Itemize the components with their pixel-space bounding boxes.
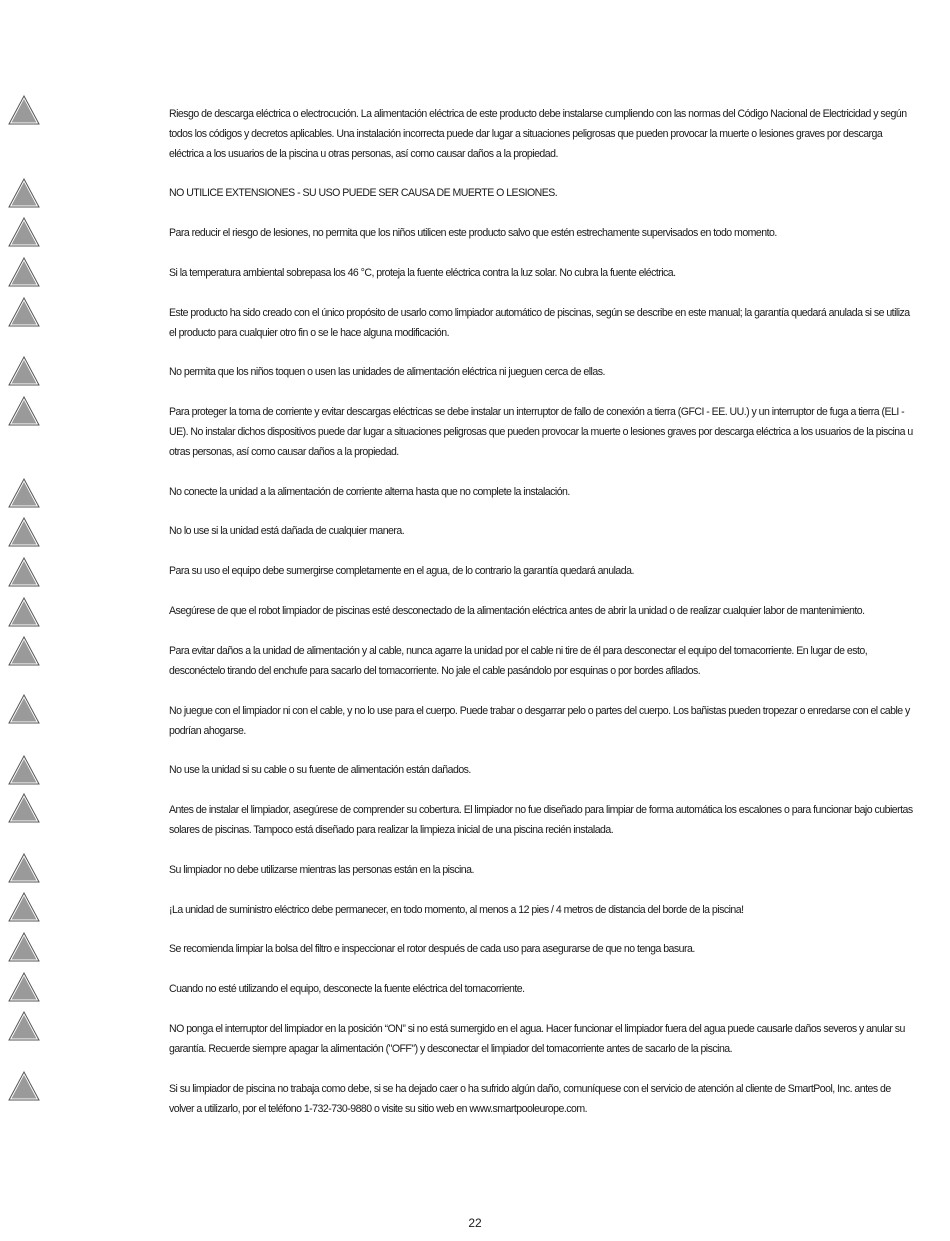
warning-triangle-icon	[8, 178, 40, 208]
warning-triangle-icon	[8, 297, 40, 327]
warning-text: No permita que los niños toquen o usen las unidades de alimentación eléctrica ni jueguen cerca de ellas.	[169, 366, 605, 378]
warning-text: Para su uso el equipo debe sumergirse completamente en el agua, de lo contrario la garantía quedará anulada.	[169, 565, 634, 577]
warning-triangle-icon	[8, 257, 40, 287]
warning-triangle-icon	[8, 517, 40, 547]
warning-text: Si la temperatura ambiental sobrepasa los 46 °C, proteja la fuente eléctrica contra la luz solar. No cubra la fuente eléctrica.	[169, 267, 676, 279]
warning-text: Si su limpiador de piscina no trabaja como debe, si se ha dejado caer o ha sufrido algún daño, comuníquese con el servicio de atención al cliente de SmartPool, Inc. antes de volver a utilizarlo, por el teléfono 1-732-730-9880 o visite su sitio web en www.smartpooleurope.com.	[169, 1083, 891, 1115]
warning-triangle-icon	[8, 1071, 40, 1101]
warning-text: Para evitar daños a la unidad de alimentación y al cable, nunca agarre la unidad por el cable ni tire de él para desconectar el equipo del tomacorriente. En lugar de esto, desconéctelo tirando del enchufe para sacarlo del tomacorriente. No jale el cable pasándolo por esquinas o por bordes afilados.	[169, 645, 868, 677]
warning-text: Asegúrese de que el robot limpiador de piscinas esté desconectado de la alimentación eléctrica antes de abrir la unidad o de realizar cualquier labor de mantenimiento.	[169, 605, 865, 617]
warning-text: Este producto ha sido creado con el único propósito de usarlo como limpiador automático de piscinas, según se describe en este manual; la garantía quedará anulada si se utiliza el producto para cualquier otro fin o se le hace alguna modificación.	[169, 307, 910, 339]
warning-triangle-icon	[8, 932, 40, 962]
warning-triangle-icon	[8, 95, 40, 125]
warning-triangle-icon	[8, 694, 40, 724]
page-number: 22	[468, 1216, 482, 1230]
warning-text: Antes de instalar el limpiador, asegúrese de comprender su cobertura. El limpiador no fue diseñado para limpiar de forma automática los escalones o para funcionar bajo cubiertas solares de piscinas. Tampoco está diseñado para realizar la limpieza inicial de una piscina recién instalada.	[169, 804, 913, 836]
warning-text: ¡La unidad de suministro eléctrico debe permanecer, en todo momento, al menos a 12 pies / 4 metros de distancia del borde de la piscina!	[169, 904, 744, 916]
warning-triangle-icon	[8, 557, 40, 587]
warning-text: Riesgo de descarga eléctrica o electrocución. La alimentación eléctrica de este producto debe instalarse cumpliendo con las normas del Código Nacional de Electricidad y según todos los códigos y decretos aplicables. Una instalación incorrecta puede dar lugar a situaciones peligrosas que pueden provocar la muerte o lesiones graves por descarga eléctrica a los usuarios de la piscina u otras personas, así como causar daños a la propiedad.	[169, 108, 907, 160]
warning-text: Se recomienda limpiar la bolsa del filtro e inspeccionar el rotor después de cada uso para asegurarse de que no tenga basura.	[169, 943, 695, 955]
warning-text: Cuando no esté utilizando el equipo, desconecte la fuente eléctrica del tomacorriente.	[169, 983, 525, 995]
warning-text: No lo use si la unidad está dañada de cualquier manera.	[169, 525, 405, 537]
warning-text: Para proteger la toma de corriente y evitar descargas eléctricas se debe instalar un interruptor de fallo de conexión a tierra (GFCI - EE. UU.) y un interruptor de fuga a tierra (ELI - UE). No instalar dichos dispositivos puede dar lugar a situaciones peligrosas que pueden provocar la muerte o lesiones graves por descarga eléctrica a los usuarios de la piscina u otras personas, así como causar daños a la propiedad.	[169, 406, 913, 458]
warning-triangle-icon	[8, 892, 40, 922]
warning-triangle-icon	[8, 1011, 40, 1041]
warning-text: No use la unidad si su cable o su fuente de alimentación están dañados.	[169, 764, 471, 776]
warning-text: NO UTILICE EXTENSIONES - SU USO PUEDE SER CAUSA DE MUERTE O LESIONES.	[169, 187, 558, 199]
warning-triangle-icon	[8, 356, 40, 386]
warning-triangle-icon	[8, 853, 40, 883]
warning-triangle-icon	[8, 793, 40, 823]
warning-triangle-icon	[8, 396, 40, 426]
warning-text: No conecte la unidad a la alimentación de corriente alterna hasta que no complete la instalación.	[169, 486, 570, 498]
warning-triangle-icon	[8, 597, 40, 627]
warning-triangle-icon	[8, 217, 40, 247]
warning-triangle-icon	[8, 972, 40, 1002]
warning-text: NO ponga el interruptor del limpiador en la posición “ON” si no está sumergido en el agua. Hacer funcionar el limpiador fuera del agua puede causarle daños severos y anular su garantía. Recuerde siempre apagar la alimentación ("OFF") y desconectar el limpiador del tomacorriente antes de sacarlo de la piscina.	[169, 1023, 905, 1055]
warning-triangle-icon	[8, 636, 40, 666]
warning-text: Su limpiador no debe utilizarse mientras las personas están en la piscina.	[169, 864, 474, 876]
warning-text: No juegue con el limpiador ni con el cable, y no lo use para el cuerpo. Puede trabar o desgarrar pelo o partes del cuerpo. Los bañistas pueden tropezar o enredarse con el cable y podrían ahogarse.	[169, 705, 910, 737]
warning-triangle-icon	[8, 755, 40, 785]
warning-text: Para reducir el riesgo de lesiones, no permita que los niños utilicen este producto salvo que estén estrechamente supervisados en todo momento.	[169, 227, 777, 239]
warning-triangle-icon	[8, 478, 40, 508]
